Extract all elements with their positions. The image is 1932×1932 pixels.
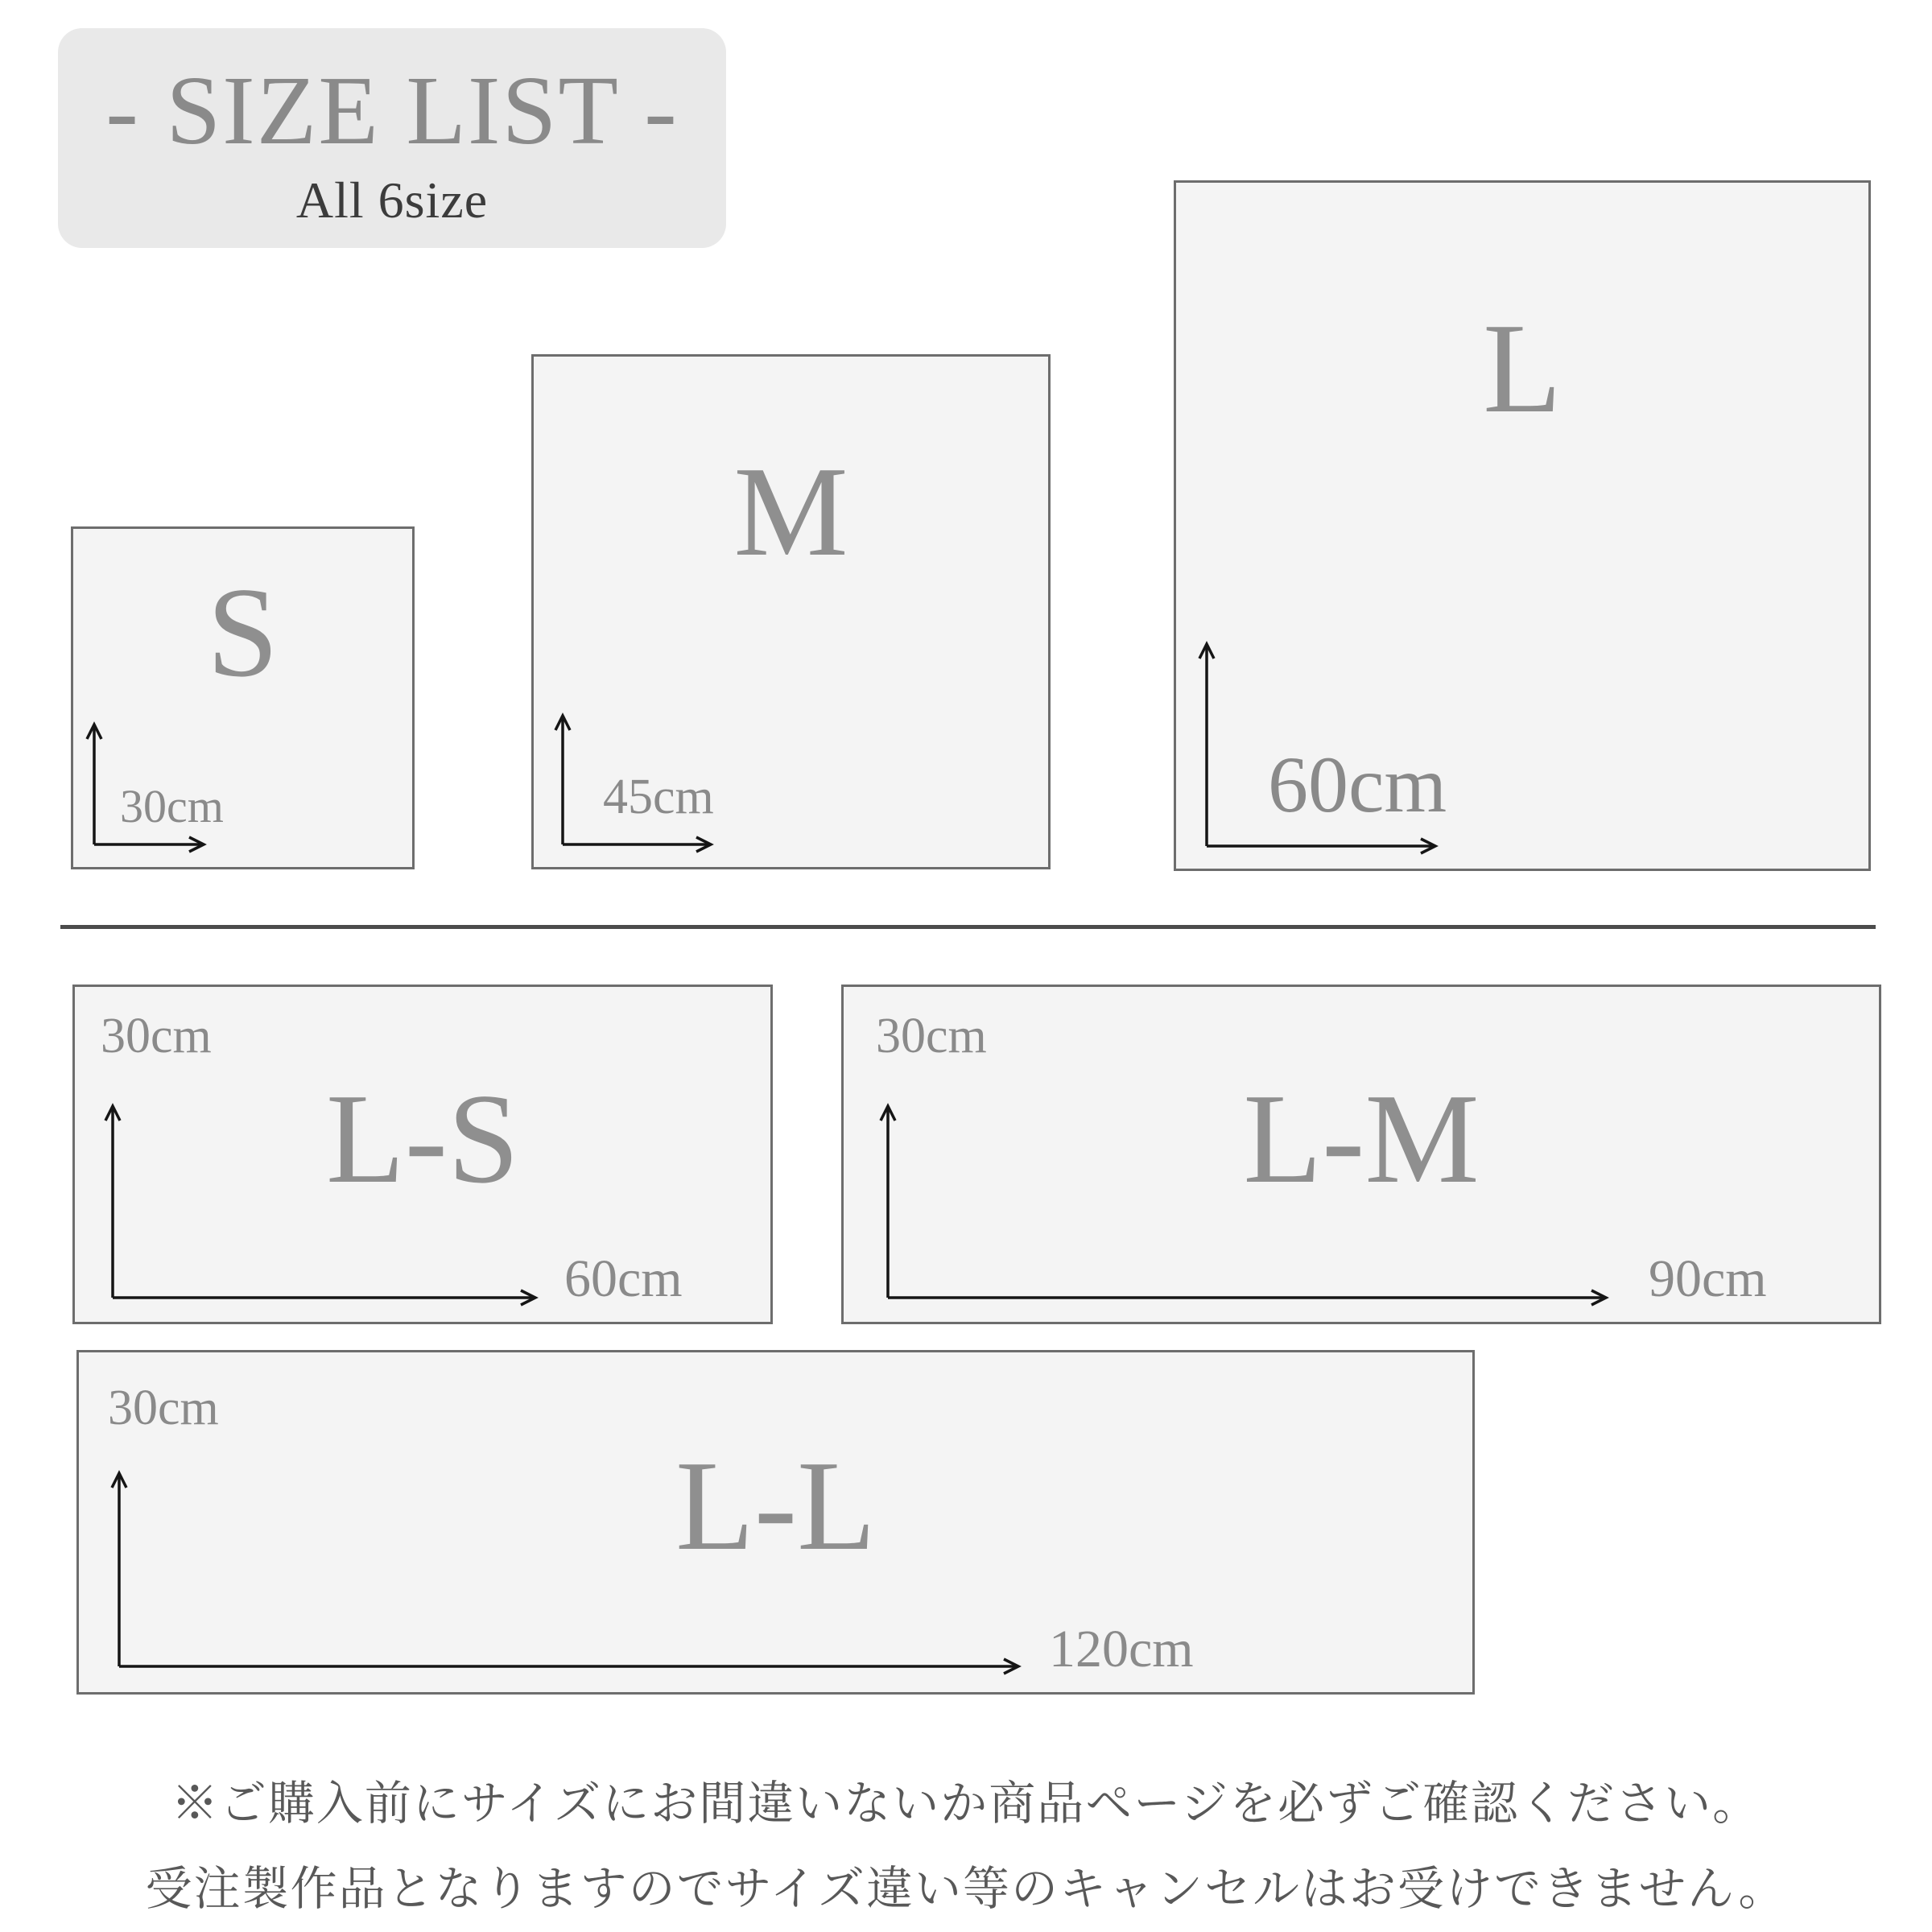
dimension-text-m: 45cm	[603, 770, 714, 824]
height-dimension-text-lm: 30cm	[876, 1009, 987, 1063]
footer-note-line2: 受注製作品となりますのでサイズ違い等のキャンセルはお受けできません。	[145, 1863, 1787, 1915]
width-dimension-text-ls: 60cm	[564, 1249, 683, 1308]
footer-note-line1: ※ご購入前にサイズにお間違いないか商品ページを必ずご確認ください。	[171, 1777, 1761, 1830]
width-dimension-text-ll: 120cm	[1049, 1620, 1194, 1678]
height-dimension-text-ll: 30cm	[108, 1381, 219, 1435]
dimension-text-s: 30cm	[120, 780, 224, 832]
dimension-text-l: 60cm	[1268, 740, 1447, 829]
footer-note	[0, 1761, 1932, 1932]
size-box-m	[531, 354, 1051, 869]
header-badge	[58, 28, 726, 248]
size-letter-s: S	[207, 560, 279, 704]
page-title: - SIZE LIST -	[105, 56, 679, 165]
size-letter-ll: L-L	[675, 1434, 876, 1577]
size-letter-ls: L-S	[326, 1067, 519, 1210]
page-subtitle: All 6size	[295, 171, 489, 229]
section-divider	[60, 925, 1876, 929]
size-box-s	[71, 526, 415, 869]
size-box-lm	[841, 985, 1881, 1324]
width-dimension-text-lm: 90cm	[1649, 1249, 1767, 1308]
size-letter-lm: L-M	[1243, 1067, 1480, 1210]
height-dimension-text-ls: 30cm	[101, 1009, 212, 1063]
size-letter-l: L	[1483, 296, 1562, 440]
dimension-arrows-icon	[79, 1352, 1472, 1692]
size-box-ls	[72, 985, 773, 1324]
size-letter-m: M	[733, 440, 848, 583]
size-box-ll	[76, 1350, 1475, 1695]
size-box-l	[1174, 180, 1871, 871]
